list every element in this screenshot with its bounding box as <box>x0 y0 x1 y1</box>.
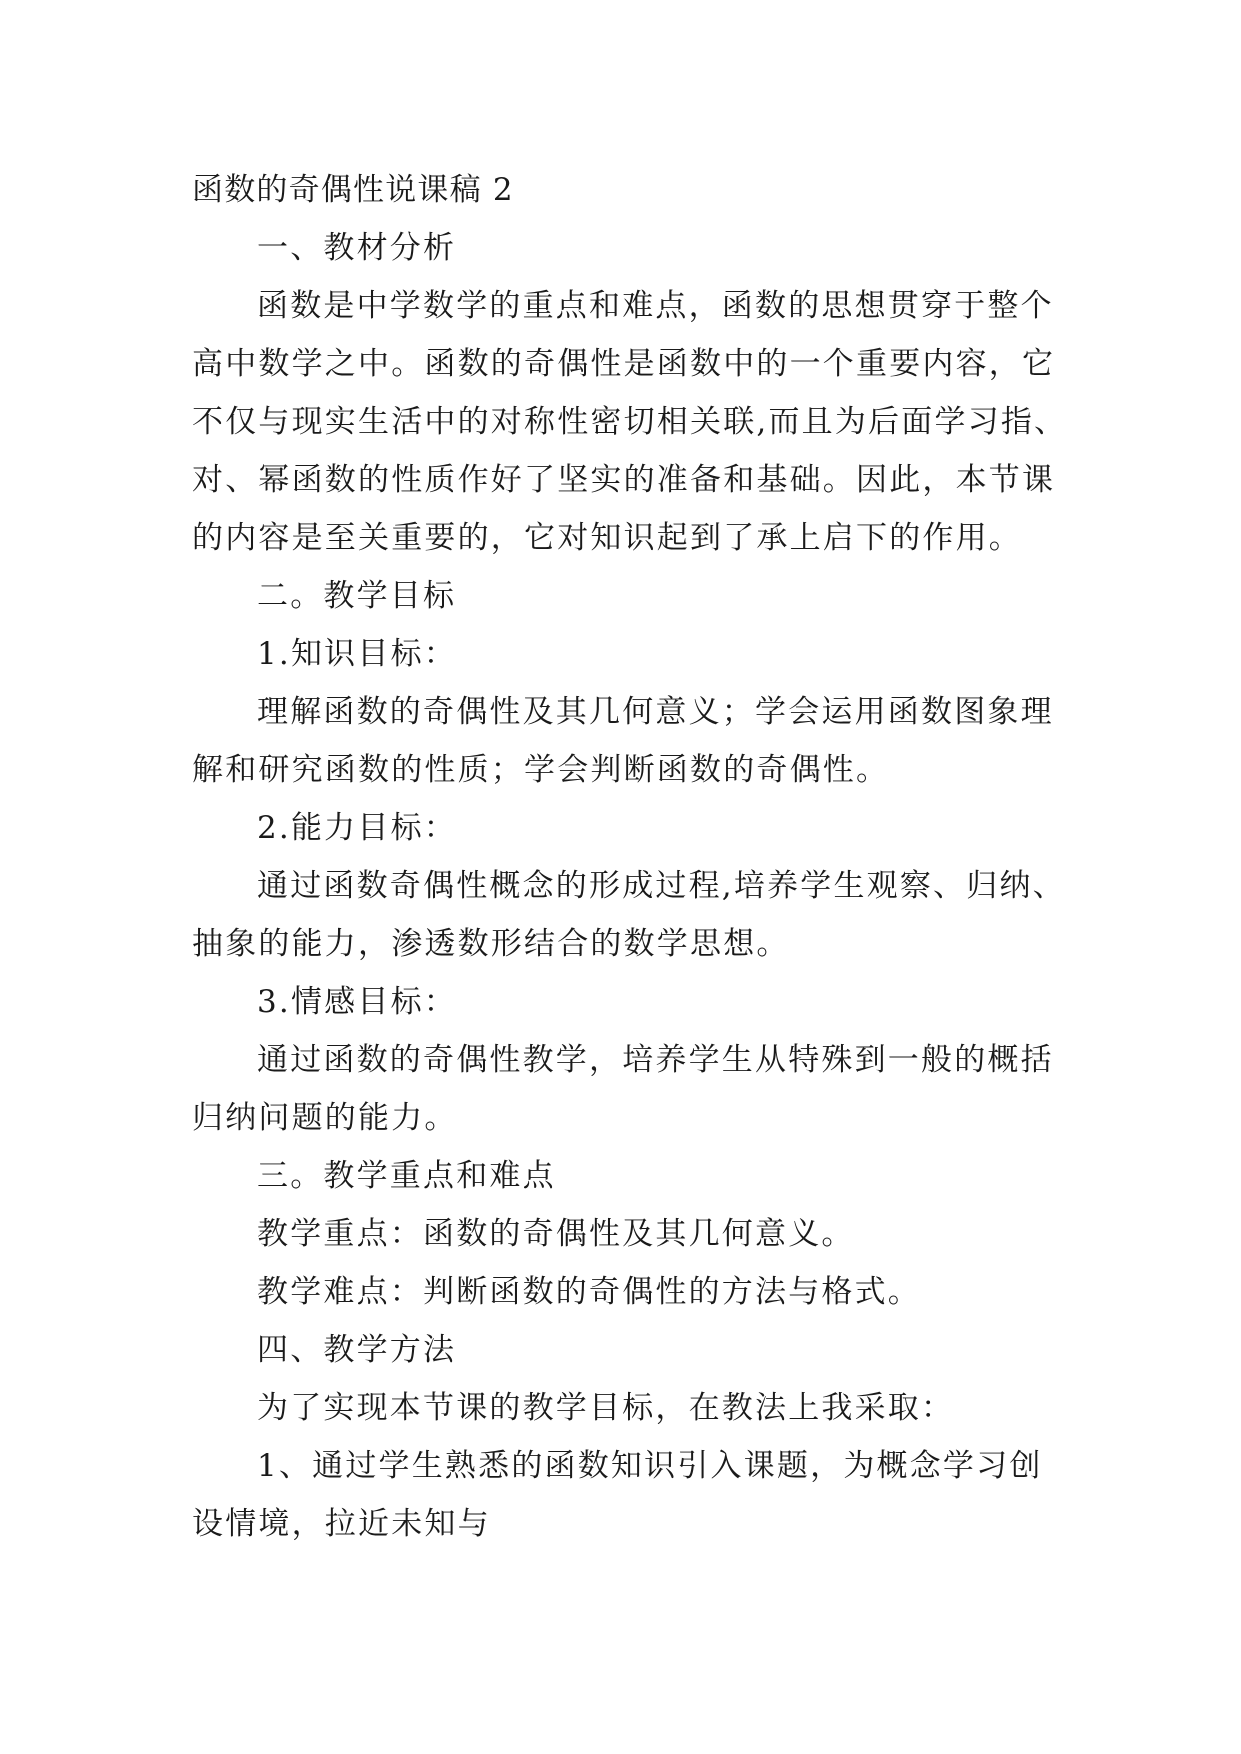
paragraph-line: 抽象的能力，渗透数形结合的数学思想。 <box>192 926 790 962</box>
paragraph-line: 教学重点：函数的奇偶性及其几何意义。 <box>257 1216 855 1252</box>
subheading-emotion-objective: 3.情感目标： <box>257 984 457 1020</box>
paragraph-line: 归纳问题的能力。 <box>192 1100 458 1136</box>
paragraph-line: 对、幂函数的性质作好了坚实的准备和基础。因此，本节课 <box>192 462 1056 498</box>
subheading-ability-objective: 2.能力目标： <box>257 810 457 846</box>
paragraph-line: 通过函数的奇偶性教学，培养学生从特殊到一般的概括 <box>257 1042 1054 1078</box>
paragraph-line: 教学难点：判断函数的奇偶性的方法与格式。 <box>257 1274 921 1310</box>
paragraph-line: 理解函数的奇偶性及其几何意义；学会运用函数图象理 <box>257 694 1054 730</box>
section-heading-key-points: 三。教学重点和难点 <box>257 1158 556 1194</box>
paragraph-line: 高中数学之中。函数的奇偶性是函数中的一个重要内容，它 <box>192 346 1056 382</box>
document-title: 函数的奇偶性说课稿 2 <box>192 172 514 208</box>
section-heading-teaching-methods: 四、教学方法 <box>257 1332 457 1368</box>
subheading-knowledge-objective: 1.知识目标： <box>257 636 457 672</box>
paragraph-line: 解和研究函数的性质；学会判断函数的奇偶性。 <box>192 752 890 788</box>
paragraph-line: 函数是中学数学的重点和难点，函数的思想贯穿于整个 <box>257 288 1054 324</box>
paragraph-line: 为了实现本节课的教学目标，在教法上我采取： <box>257 1390 955 1426</box>
paragraph-line: 1、通过学生熟悉的函数知识引入课题，为概念学习创 <box>257 1448 1043 1484</box>
section-heading-textbook-analysis: 一、教材分析 <box>257 230 457 266</box>
section-heading-teaching-objectives: 二。教学目标 <box>257 578 457 614</box>
paragraph-line: 通过函数奇偶性概念的形成过程,培养学生观察、归纳、 <box>257 868 1066 904</box>
paragraph-line: 不仅与现实生活中的对称性密切相关联,而且为后面学习指、 <box>192 404 1068 440</box>
paragraph-line: 设情境，拉近未知与 <box>192 1506 491 1542</box>
paragraph-line: 的内容是至关重要的，它对知识起到了承上启下的作用。 <box>192 520 1022 556</box>
